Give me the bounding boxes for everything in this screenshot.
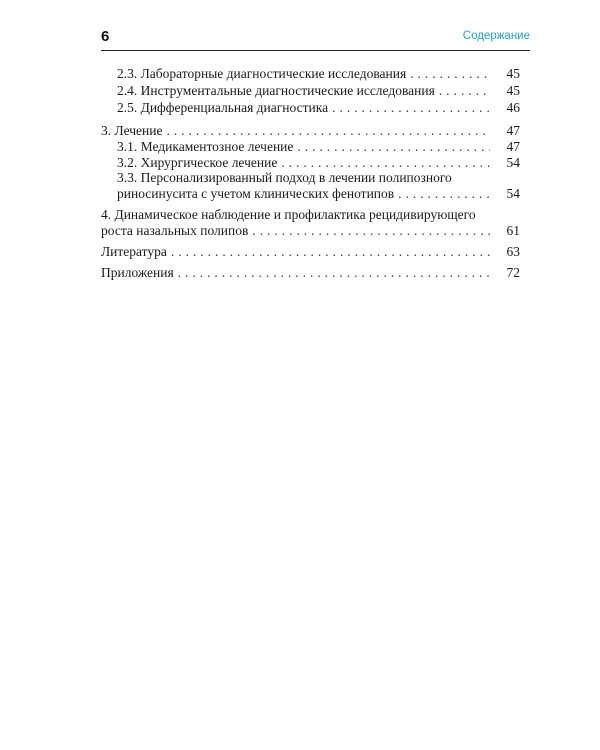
toc-entry-page: 54 bbox=[506, 186, 520, 201]
toc-entry[interactable] bbox=[101, 223, 520, 239]
toc-entry-page: 72 bbox=[506, 265, 520, 280]
toc-entry-page: 54 bbox=[506, 155, 520, 170]
toc-entry-title: 2.5. Дифференциальная диагностика bbox=[117, 100, 329, 115]
toc-entry-title: 3. Лечение bbox=[101, 123, 163, 138]
toc-entry[interactable] bbox=[117, 83, 520, 99]
toc-entry-title: 3.1. Медикаментозное лечение bbox=[117, 139, 294, 154]
toc-entry[interactable] bbox=[117, 66, 520, 82]
toc-entry-title: Приложения bbox=[101, 265, 174, 280]
page-header bbox=[101, 27, 530, 49]
toc-entry-page: 47 bbox=[506, 139, 520, 154]
toc-entry-title: риносинусита с учетом клинических фенотипов bbox=[117, 186, 395, 201]
toc-entry-page: 63 bbox=[506, 244, 520, 259]
dot-leader bbox=[281, 155, 490, 171]
dot-leader bbox=[171, 244, 490, 260]
toc-entry[interactable] bbox=[117, 155, 520, 171]
toc-entry-page: 45 bbox=[506, 66, 520, 81]
toc-entry[interactable] bbox=[117, 186, 520, 202]
dot-leader bbox=[439, 83, 490, 99]
toc-entry[interactable] bbox=[101, 123, 520, 139]
toc-entry-title: 2.4. Инструментальные диагностические исследования bbox=[117, 83, 435, 98]
toc-entry-title: роста назальных полипов bbox=[101, 223, 249, 238]
page-number: 6 bbox=[101, 28, 110, 45]
toc-entry-title: 2.3. Лабораторные диагностические исследования bbox=[117, 66, 407, 81]
toc-entry-title: 3.2. Хирургическое лечение bbox=[117, 155, 278, 170]
toc-entry[interactable] bbox=[117, 139, 520, 155]
toc-entry-page: 47 bbox=[506, 123, 520, 138]
toc-entry[interactable] bbox=[101, 265, 520, 281]
dot-leader bbox=[166, 123, 490, 139]
header-rule bbox=[101, 50, 530, 51]
toc-entry[interactable] bbox=[117, 100, 520, 116]
toc-entry-title-line1[interactable]: 3.3. Персонализированный подход в лечении полипозного bbox=[117, 170, 452, 185]
running-title: Содержание bbox=[462, 30, 530, 42]
toc-entry-title: Литература bbox=[101, 244, 167, 259]
dot-leader bbox=[252, 223, 490, 239]
dot-leader bbox=[398, 186, 490, 202]
toc-entry-page: 61 bbox=[506, 223, 520, 238]
dot-leader bbox=[332, 100, 490, 116]
toc-entry-title-line1[interactable]: 4. Динамическое наблюдение и профилактика рецидивирующего bbox=[101, 207, 476, 222]
toc-entry-page: 45 bbox=[506, 83, 520, 98]
dot-leader bbox=[178, 265, 490, 281]
dot-leader bbox=[297, 139, 490, 155]
dot-leader bbox=[410, 66, 490, 82]
toc-entry[interactable] bbox=[101, 244, 520, 260]
toc-entry-page: 46 bbox=[506, 100, 520, 115]
